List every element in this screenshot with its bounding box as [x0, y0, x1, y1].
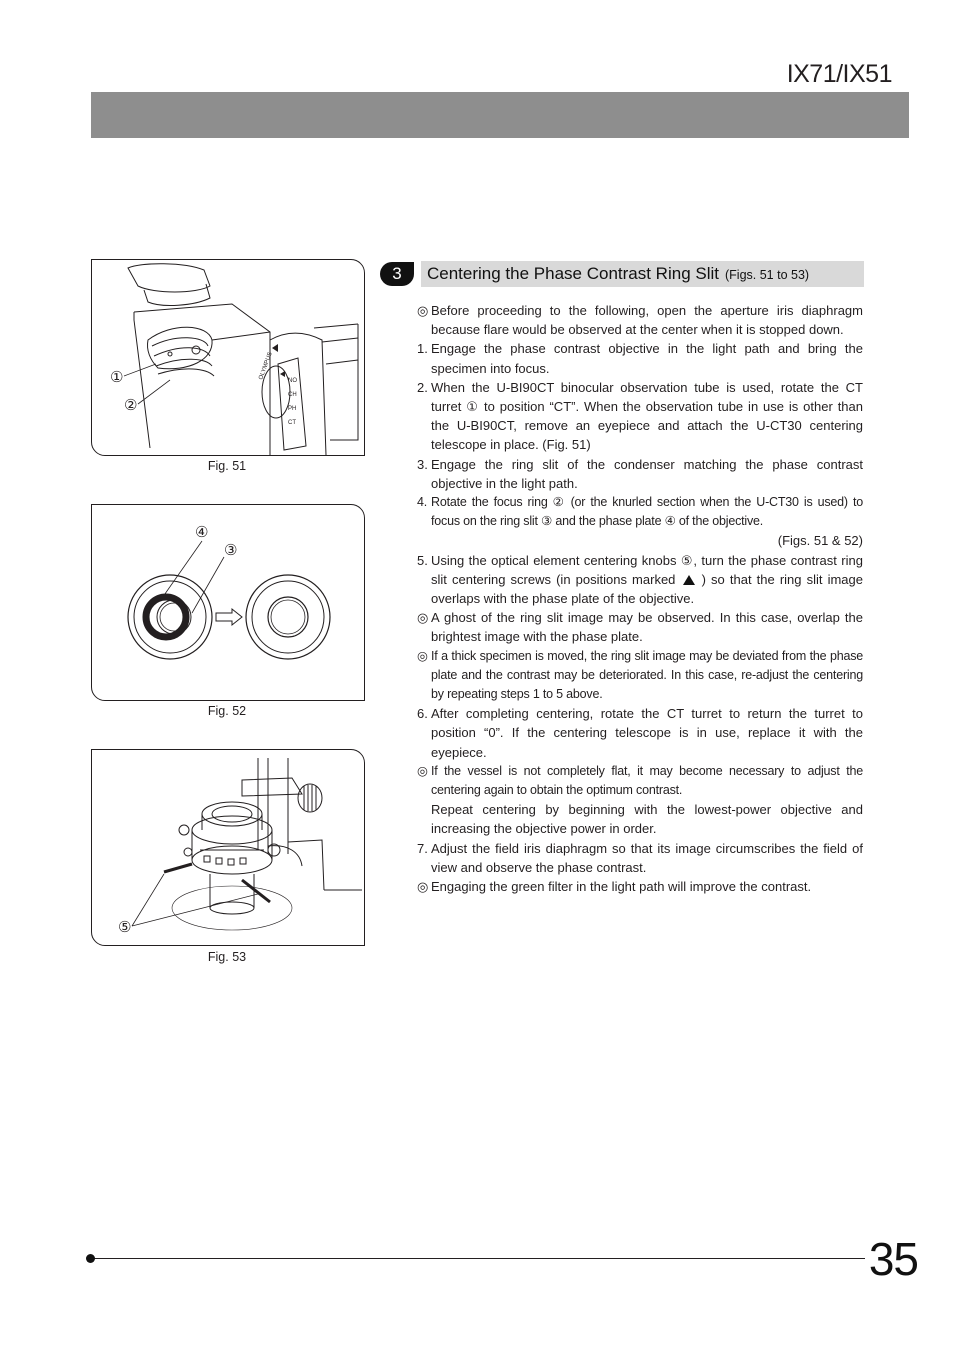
- section-figs-ref: (Figs. 51 to 53): [725, 268, 810, 282]
- svg-text:OLYMPUS: OLYMPUS: [258, 351, 274, 381]
- triangle-mark-icon: [683, 575, 695, 585]
- footer-rule: [90, 1258, 865, 1259]
- step-number: 7.: [417, 840, 428, 856]
- step-4: 4. Rotate the focus ring ② (or the knurled section when the U-CT30 is used) to focus on the ring slit ③ and the phase plate ④ of the objective.: [417, 495, 863, 529]
- note-paragraph: ◎ If the vessel is not completely flat, it may become necessary to adjust the centering again to obtain the optimum contrast.: [417, 763, 863, 798]
- callout-2: ②: [124, 396, 138, 414]
- step-3: 3. Engage the ring slit of the condenser matching the phase contrast objective in the light path.: [417, 456, 863, 491]
- condenser-illustration: [92, 750, 364, 945]
- note-marker: ◎: [417, 648, 428, 663]
- section-title-bar: [421, 261, 864, 287]
- note-paragraph: ◎ Engaging the green filter in the light path will improve the contrast.: [417, 877, 863, 896]
- step-1: 1. Engage the phase contrast objective in the light path and bring the specimen into focus.: [417, 341, 863, 376]
- callout-5: ⑤: [118, 918, 132, 936]
- note-marker: ◎: [417, 763, 428, 778]
- fig-52-caption: Fig. 52: [207, 704, 247, 718]
- figure-51: [91, 259, 365, 456]
- note-continuation: Repeat centering by beginning with the lowest-power objective and increasing the objective power in order.: [431, 802, 863, 837]
- step-5: 5. Using the optical element centering knobs ⑤, turn the phase contrast ring slit centering screws (in positions marked ) so that the ring slit image overlaps with the phase plate of the objective.: [417, 552, 863, 607]
- step-number: 1.: [417, 341, 428, 357]
- step-number: 6.: [417, 706, 428, 722]
- note-paragraph: ◎ Before proceeding to the following, open the aperture iris diaphragm because flare would be observed at the center when it is stopped down.: [417, 303, 863, 338]
- note-marker: ◎: [417, 879, 429, 895]
- step-6: 6. After completing centering, rotate the CT turret to return the turret to position “0”. If the centering telescope is in use, replace it with the eyepiece.: [417, 706, 863, 760]
- svg-text:NO: NO: [288, 378, 297, 384]
- note-marker: ◎: [417, 303, 429, 318]
- instructions: [417, 301, 863, 896]
- step-number: 2.: [417, 379, 428, 395]
- fig-51-caption: Fig. 51: [207, 459, 247, 473]
- svg-text:PH: PH: [288, 406, 297, 412]
- step-7: 7. Adjust the field iris diaphragm so that its image circumscribes the field of view and observe the phase contrast.: [417, 840, 863, 875]
- microscope-tube-illustration: [92, 260, 364, 455]
- svg-text:CH: CH: [288, 392, 297, 398]
- section-title-text: Centering the Phase Contrast Ring Slit: [427, 264, 719, 283]
- footer-dot: [86, 1254, 95, 1263]
- page-number: 35: [868, 1233, 918, 1285]
- callout-3: ③: [224, 541, 238, 559]
- callout-4: ④: [195, 523, 209, 541]
- callout-1: ①: [110, 368, 124, 386]
- figure-reference: (Figs. 51 & 52): [777, 533, 863, 549]
- section-title: [427, 264, 809, 284]
- note-marker: ◎: [417, 610, 429, 626]
- section-heading: [380, 261, 864, 287]
- step-number: 5.: [417, 552, 428, 568]
- step-number: 4.: [417, 495, 428, 510]
- note-paragraph: ◎ A ghost of the ring slit image may be observed. In this case, overlap the brightest image with the phase plate.: [417, 610, 863, 645]
- note-paragraph: ◎ If a thick specimen is moved, the ring slit image may be deviated from the phase plate and the contrast may be deteriorated. In this case, re-adjust the centering by repeating steps 1 to 5 above.: [417, 648, 863, 702]
- figure-53: [91, 749, 365, 946]
- step-2: 2. When the U-BI90CT binocular observation tube is used, rotate the CT turret ① to position “CT”. When the observation tube in use is other than the U-BI90CT, remove an eyepiece and attach the U-CT30 centering telescope in place. (Fig. 51): [417, 379, 863, 453]
- section-number: 3: [380, 262, 414, 286]
- ring-slit-illustration: [92, 505, 364, 700]
- svg-text:CT: CT: [288, 420, 296, 426]
- header-bar: [91, 92, 909, 138]
- fig-53-caption: Fig. 53: [207, 950, 247, 964]
- model-name: IX71/IX51: [786, 60, 892, 88]
- figure-52: [91, 504, 365, 701]
- step-number: 3.: [417, 456, 428, 472]
